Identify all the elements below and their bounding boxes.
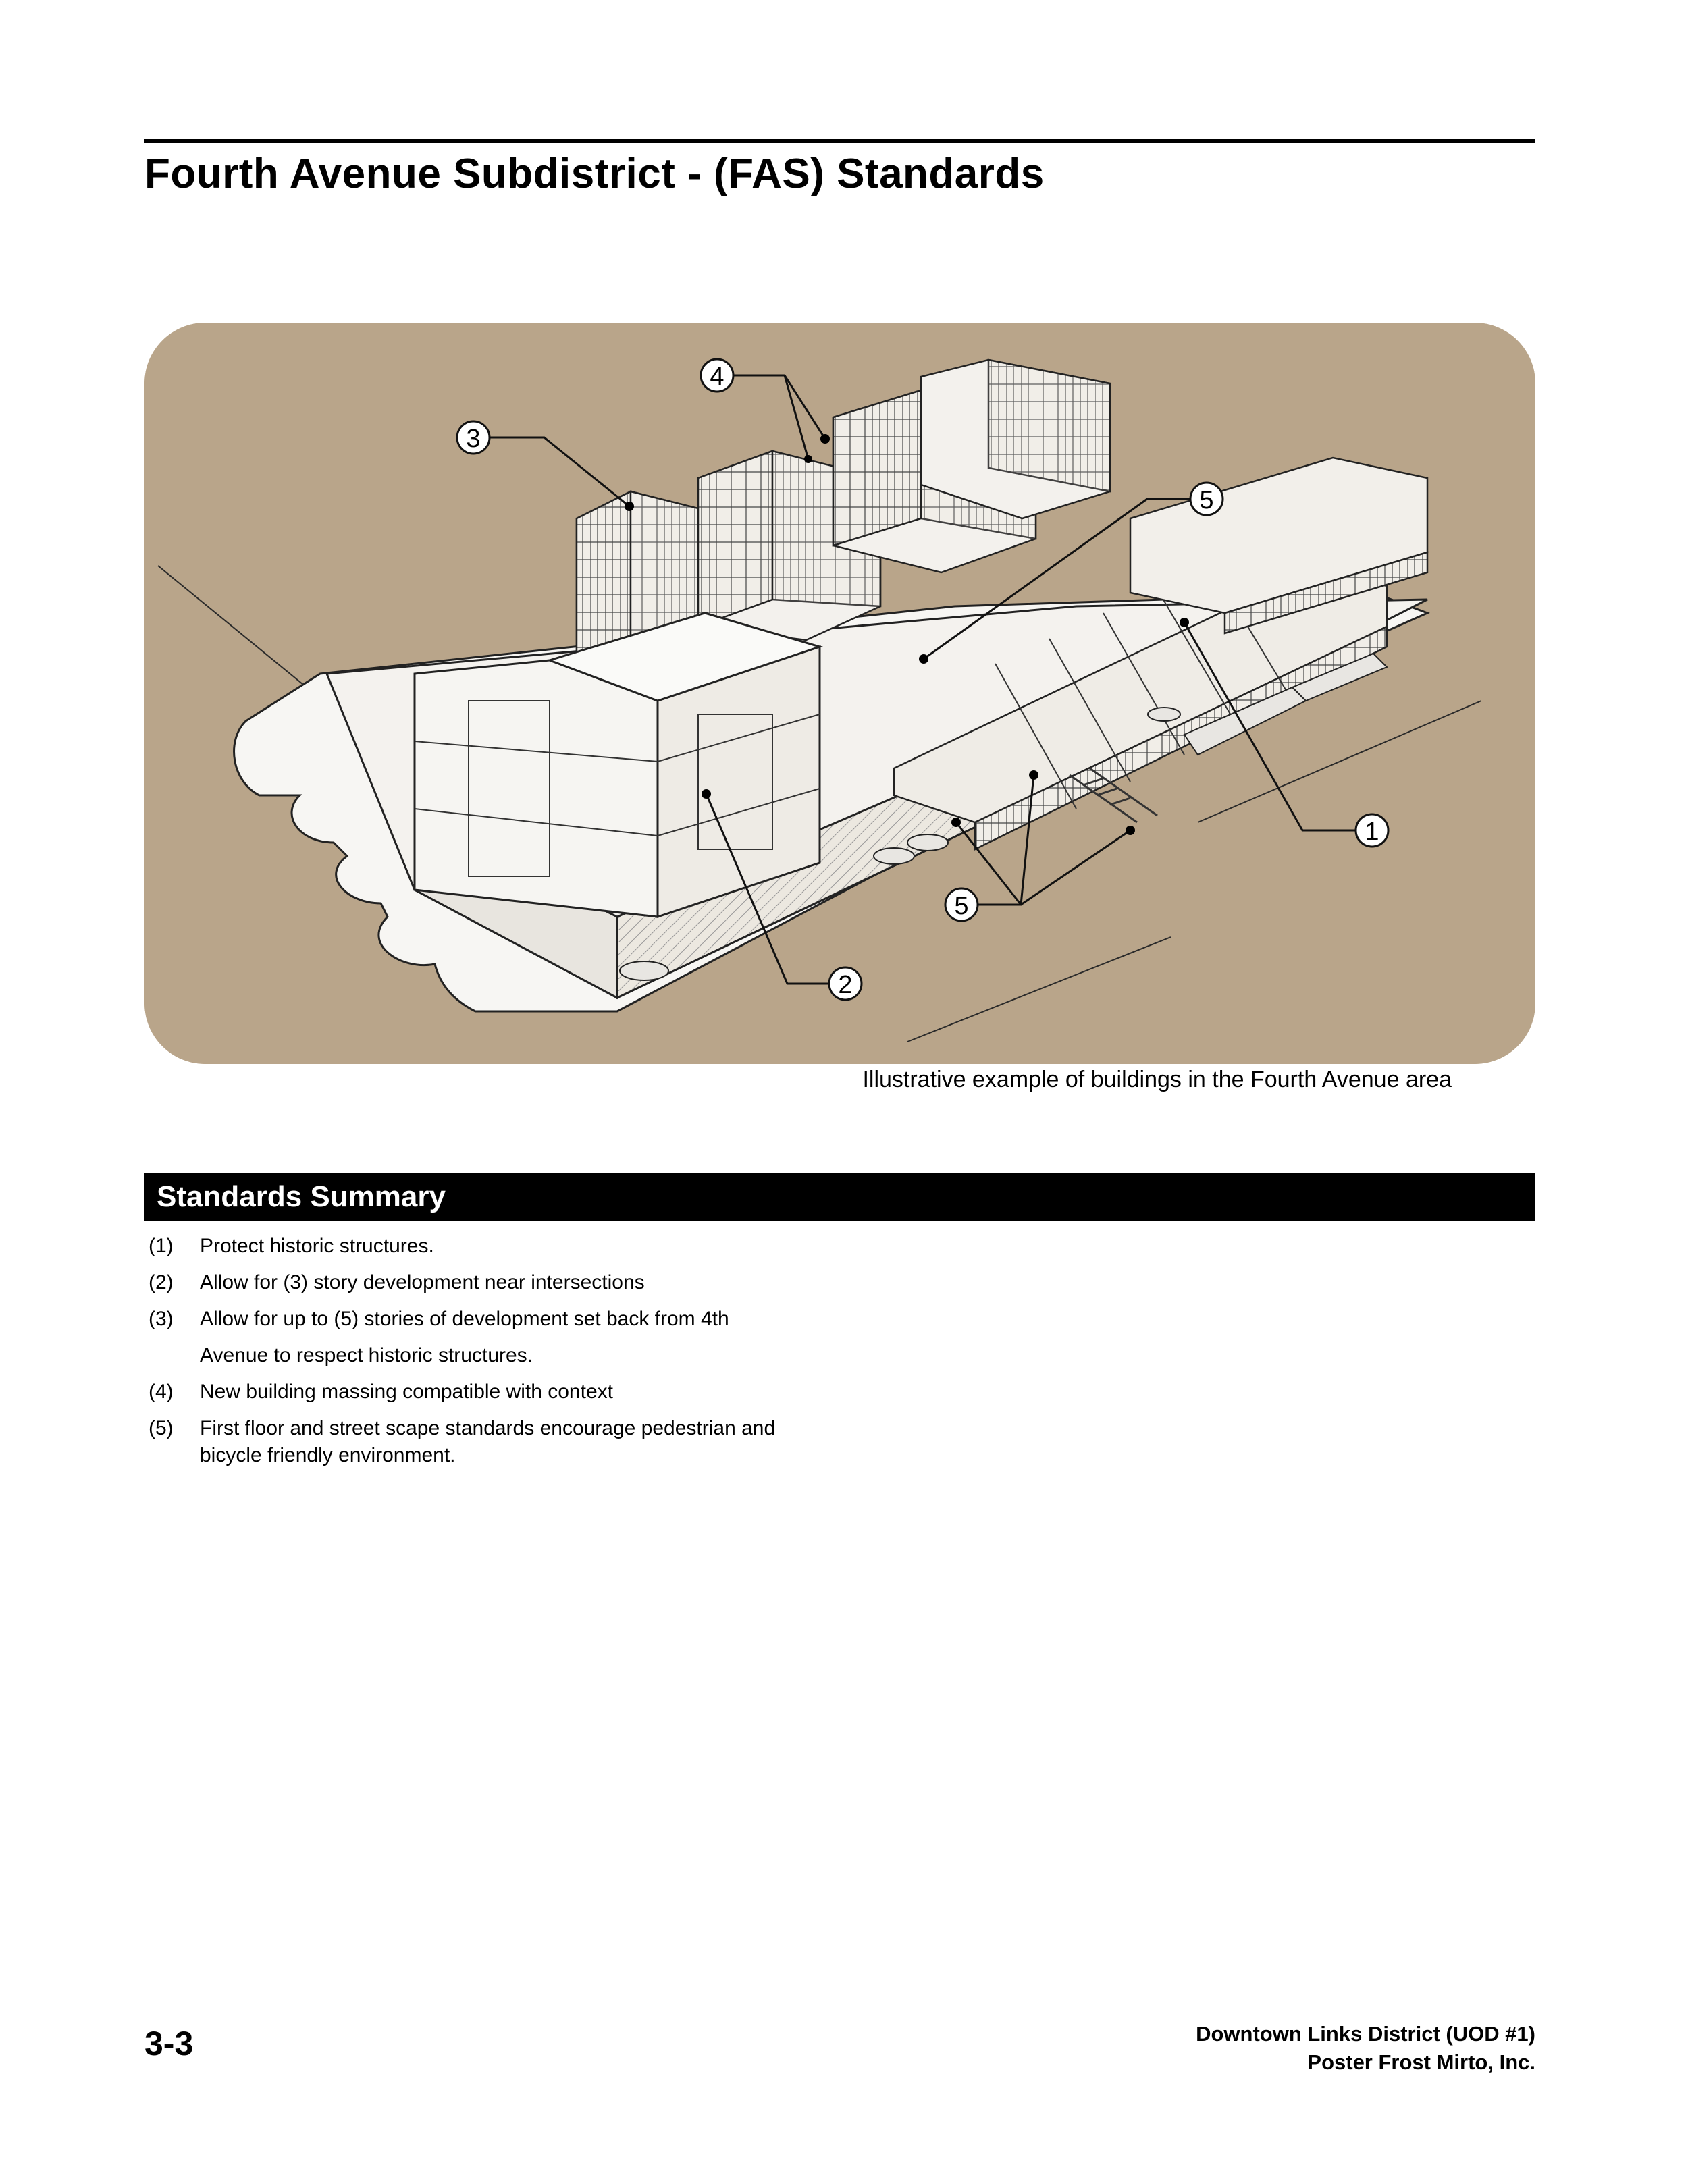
illustration: [144, 323, 1535, 1064]
callout-2: [829, 967, 862, 1000]
item-number: (5): [149, 1417, 174, 1439]
callout-3-label: 3: [466, 425, 481, 453]
footer-firm-name: Poster Frost Mirto, Inc.: [1307, 2050, 1535, 2074]
standards-summary-list: [144, 1233, 887, 1479]
top-rule: [144, 139, 1535, 143]
illustration-caption: Illustrative example of buildings in the Fourth Avenue area: [862, 1067, 1452, 1092]
item-number: (4): [149, 1381, 174, 1403]
callout-2-label: 2: [838, 971, 853, 999]
callout-5-bottom-label: 5: [954, 892, 969, 920]
page-title: Fourth Avenue Subdistrict - (FAS) Standards: [144, 151, 1045, 197]
item-number: (1): [149, 1235, 174, 1257]
footer-document-title: Downtown Links District (UOD #1): [1196, 2022, 1535, 2046]
item-text: Protect historic structures.: [200, 1235, 434, 1257]
page-number: 3-3: [144, 2025, 194, 2062]
item-text-continued: bicycle friendly environment.: [200, 1444, 456, 1466]
callout-4-label: 4: [710, 363, 724, 391]
standards-summary-heading: Standards Summary: [144, 1173, 1535, 1221]
item-number: (3): [149, 1308, 174, 1330]
callout-3: [457, 421, 490, 454]
callout-1: [1356, 814, 1388, 847]
list-item: [144, 1415, 887, 1469]
building-sketch: [144, 323, 1535, 1064]
list-item: [144, 1306, 887, 1369]
item-text: First floor and street scape standards encourage pedestrian and: [200, 1417, 776, 1439]
list-item: [144, 1379, 887, 1406]
item-text: New building massing compatible with context: [200, 1381, 613, 1403]
callout-5-top: [1190, 483, 1223, 515]
callout-1-label: 1: [1365, 818, 1379, 846]
item-text: Allow for (3) story development near intersections: [200, 1271, 645, 1294]
callout-5-bottom: [945, 888, 978, 921]
callout-4: [701, 359, 733, 392]
footer-credit: [1196, 2020, 1535, 2077]
callout-5-top-label: 5: [1199, 486, 1214, 514]
item-text-continued: Avenue to respect historic structures.: [200, 1344, 533, 1366]
list-item: [144, 1233, 887, 1260]
list-item: [144, 1269, 887, 1296]
item-text: Allow for up to (5) stories of development set back from 4th: [200, 1308, 729, 1330]
item-number: (2): [149, 1271, 174, 1294]
